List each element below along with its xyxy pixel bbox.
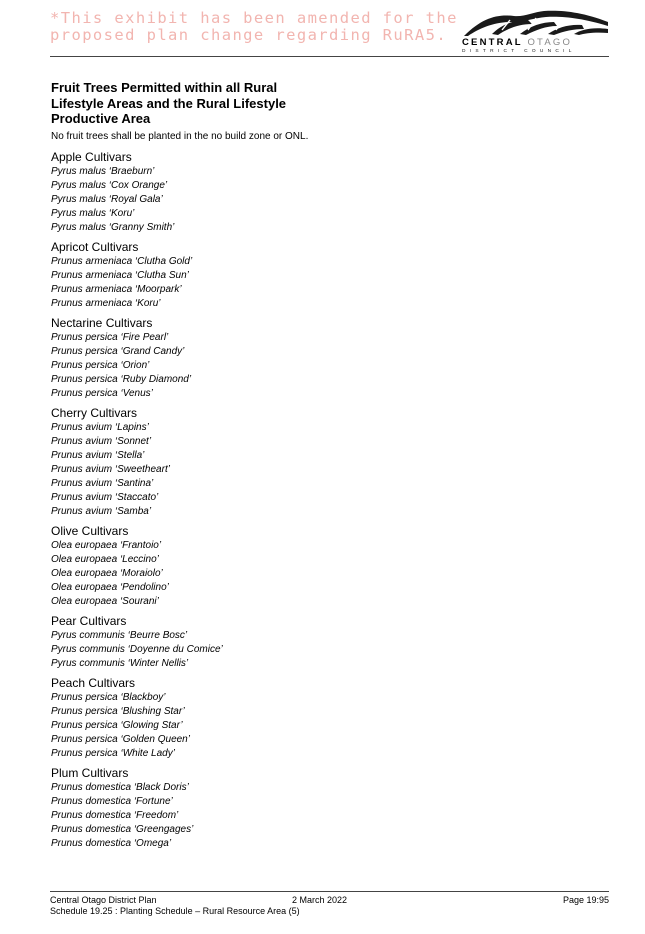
list-item: Prunus avium ‘Staccato’ (51, 491, 159, 503)
list-item: Prunus persica ‘Fire Pearl’ (51, 331, 169, 343)
section-heading: Peach Cultivars (51, 675, 136, 690)
section-heading: Apricot Cultivars (51, 239, 139, 254)
list-item: Olea europaea ‘Moraiolo’ (51, 567, 163, 579)
logo-wordmark: CENTRAL OTAGO (462, 37, 573, 48)
list-item: Olea europaea ‘Sourani’ (51, 595, 159, 607)
page-footer (50, 895, 609, 917)
list-item: Prunus persica ‘Ruby Diamond’ (51, 373, 192, 385)
section-heading: Nectarine Cultivars (51, 315, 153, 330)
list-item: Pyrus malus ‘Koru’ (51, 207, 135, 219)
list-item: Pyrus malus ‘Braeburn’ (51, 165, 155, 177)
cultivar-section (51, 766, 591, 851)
watermark-line-2: proposed plan change regarding RuRA5. (50, 25, 448, 44)
list-item: Pyrus malus ‘Cox Orange’ (51, 179, 168, 191)
watermark-line-1: *This exhibit has been amended for the (50, 9, 458, 27)
list-item: Prunus avium ‘Stella’ (51, 449, 145, 461)
logo-subtitle: DISTRICT COUNCIL (462, 49, 576, 54)
amendment-watermark (50, 10, 458, 43)
cultivar-list (51, 539, 591, 609)
list-item: Prunus avium ‘Santina’ (51, 477, 154, 489)
page-number: Page 19:95 (562, 895, 609, 905)
cultivar-list (51, 691, 591, 761)
section-heading: Plum Cultivars (51, 765, 129, 780)
list-item: Olea europaea ‘Leccino’ (51, 553, 159, 565)
mountains-logo-icon (462, 8, 610, 38)
plan-name: Central Otago District Plan (50, 895, 157, 905)
list-item: Pyrus communis ‘Beurre Bosc’ (51, 629, 188, 641)
cultivar-list (51, 629, 591, 671)
list-item: Prunus domestica ‘Greengages’ (51, 823, 194, 835)
cultivar-section (51, 150, 591, 235)
list-item: Prunus armeniaca ‘Clutha Sun’ (51, 269, 189, 281)
list-item: Prunus avium ‘Sweetheart’ (51, 463, 170, 475)
list-item: Pyrus malus ‘Royal Gala’ (51, 193, 163, 205)
list-item: Prunus domestica ‘Freedom’ (51, 809, 179, 821)
list-item: Olea europaea ‘Frantoio’ (51, 539, 162, 551)
cultivar-list (51, 331, 591, 401)
section-heading: Olive Cultivars (51, 523, 129, 538)
section-heading: Cherry Cultivars (51, 405, 138, 420)
list-item: Prunus armeniaca ‘Moorpark’ (51, 283, 182, 295)
list-item: Prunus persica ‘Venus’ (51, 387, 153, 399)
cultivar-section (51, 614, 591, 671)
cultivar-list (51, 781, 591, 851)
list-item: Pyrus malus ‘Granny Smith’ (51, 221, 175, 233)
list-item: Prunus avium ‘Lapins’ (51, 421, 149, 433)
list-item: Prunus domestica ‘Black Doris’ (51, 781, 189, 793)
list-item: Prunus persica ‘Orion’ (51, 359, 150, 371)
schedule-title: Schedule 19.25 : Planting Schedule – Rural Resource Area (5) (50, 906, 300, 916)
cultivar-list (51, 165, 591, 235)
list-item: Prunus avium ‘Sonnet’ (51, 435, 152, 447)
list-item: Prunus domestica ‘Omega’ (51, 837, 172, 849)
list-item: Pyrus communis ‘Winter Nellis’ (51, 657, 189, 669)
list-item: Prunus persica ‘Blushing Star’ (51, 705, 185, 717)
council-logo (462, 8, 610, 55)
cultivar-section (51, 406, 591, 519)
section-heading: Pear Cultivars (51, 613, 127, 628)
list-item: Prunus domestica ‘Fortune’ (51, 795, 173, 807)
list-item: Prunus persica ‘Glowing Star’ (51, 719, 183, 731)
list-item: Prunus armeniaca ‘Clutha Gold’ (51, 255, 193, 267)
list-item: Olea europaea ‘Pendolino’ (51, 581, 169, 593)
cultivar-section (51, 316, 591, 401)
page-title: Fruit Trees Permitted within all Rural Lifestyle Areas and the Rural Lifestyle Productive Area (51, 80, 287, 126)
cultivar-section (51, 676, 591, 761)
document-body (51, 80, 591, 856)
list-item: Prunus persica ‘White Lady’ (51, 747, 175, 759)
list-item: Prunus persica ‘Grand Candy’ (51, 345, 185, 357)
planting-note: No fruit trees shall be planted in the no build zone or ONL. (51, 130, 309, 142)
list-item: Prunus avium ‘Samba’ (51, 505, 152, 517)
header-divider (50, 56, 609, 57)
list-item: Prunus armeniaca ‘Koru’ (51, 297, 161, 309)
cultivar-sections (51, 150, 591, 851)
cultivar-section (51, 524, 591, 609)
list-item: Prunus persica ‘Blackboy’ (51, 691, 166, 703)
cultivar-list (51, 255, 591, 311)
section-heading: Apple Cultivars (51, 149, 132, 164)
cultivar-section (51, 240, 591, 311)
list-item: Pyrus communis ‘Doyenne du Comice’ (51, 643, 223, 655)
list-item: Prunus persica ‘Golden Queen’ (51, 733, 190, 745)
cultivar-list (51, 421, 591, 519)
footer-divider (50, 891, 609, 892)
document-date: 2 March 2022 (292, 895, 348, 905)
